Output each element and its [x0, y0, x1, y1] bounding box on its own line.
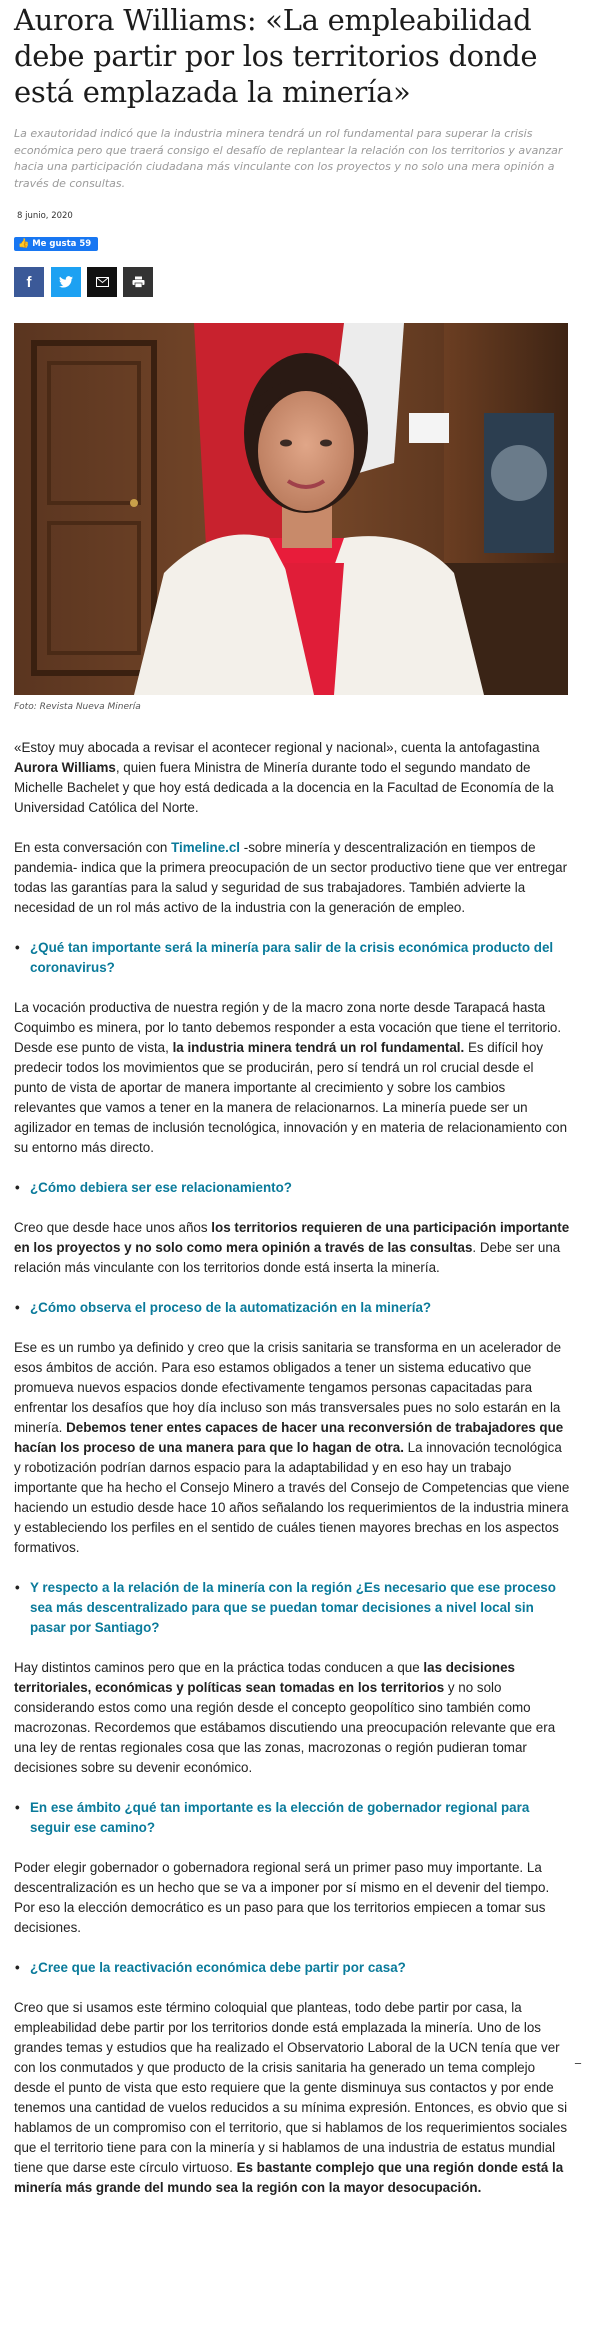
question-1: • ¿Qué tan importante será la minería para salir de la crisis económica producto del coronavirus?: [14, 938, 570, 978]
print-icon: [132, 276, 145, 288]
thumbs-up-icon: 👍: [18, 239, 30, 249]
facebook-icon: f: [26, 273, 32, 291]
article-date: 8 junio, 2020: [17, 211, 73, 221]
question-5: • En ese ámbito ¿qué tan importante es la elección de gobernador regional para seguir ese camino?: [14, 1798, 570, 1838]
share-facebook-button[interactable]: [14, 267, 44, 297]
article-title: Aurora Williams: «La empleabilidad debe partir por los territorios donde está emplazada la minería»: [14, 3, 538, 109]
timeline-link[interactable]: Timeline.cl: [171, 840, 241, 855]
email-icon: [96, 277, 109, 287]
photo-caption: Foto: Revista Nueva Minería: [14, 702, 141, 712]
margin-mark: _: [575, 2050, 581, 2064]
article-lead: La exautoridad indicó que la industria minera tendrá un rol fundamental para superar la crisis económica pero que traerá consigo el desafío de replantear la relación con los territorios y avanzar hacia una participación ciudadana más vinculante con los proyectos y no solo una mera opinión a través de consultas.: [14, 127, 563, 190]
portrait-illustration: [14, 323, 568, 695]
paragraph-6: Hay distintos caminos pero que en la práctica todas conducen a que las decisiones territoriales, económicas y políticas sean tomadas en los territorios y no solo considerando estos como una región desde el concepto geopolítico sino también como macrozonas. Recordemos que estábamos discutiendo una preocupación relevante que era una ley de rentas regionales cosa que las zonas, macrozonas o región pudieran tomar decisiones sobre su devenir económico.: [14, 1660, 556, 1775]
paragraph-4: Creo que desde hace unos años los territorios requieren de una participación importante en los proyectos y no solo como mera opinión a través de las consultas. Debe ser una relación más vinculante con los territorios donde está inserta la minería.: [14, 1220, 570, 1275]
question-2: • ¿Cómo debiera ser ese relacionamiento?: [14, 1178, 570, 1198]
facebook-like-button[interactable]: [14, 237, 98, 251]
share-print-button[interactable]: [123, 267, 153, 297]
paragraph-1: «Estoy muy abocada a revisar el acontecer regional y nacional», cuenta la antofagastina Aurora Williams, quien fuera Ministra de Minería durante todo el segundo mandato de Michelle Bachelet y que hoy está dedicada a la docencia en la Facultad de Economía de la Universidad Católica del Norte.: [14, 740, 554, 815]
paragraph-8: Creo que si usamos este término coloquial que planteas, todo debe partir por casa, la empleabilidad debe partir por los territorios donde está emplazada la minería. Uno de los grandes temas y estudios que ha realizado el Observatorio Laboral de la UCN tenía que ver con los conmutados y que producto de la crisis sanitaria ha generado un tema complejo desde el punto de vista que esto requiere que la gente disminuya sus contactos y por ende tenemos una cantidad de vuelos reducidos a su mínima expresión. Entonces, es obvio que si hablamos de un compromiso con el territorio, que si hablamos de los requerimientos sociales que el territorio tiene para con la minería y si hablamos de una industria de estatus mundial tiene que darse este círculo virtuoso. Es bastante complejo que una región donde está la minería más grande del mundo sea la región con la mayor desocupación.: [14, 2000, 568, 2195]
share-twitter-button[interactable]: [51, 267, 81, 297]
share-email-button[interactable]: [87, 267, 117, 297]
question-3: • ¿Cómo observa el proceso de la automatización en la minería?: [14, 1298, 570, 1318]
question-4: • Y respecto a la relación de la minería con la región ¿Es necesario que ese proceso sea más descentralizado para que se puedan tomar decisiones a nivel local sin pasar por Santiago?: [14, 1578, 570, 1638]
paragraph-5: Ese es un rumbo ya definido y creo que la crisis sanitaria se transforma en un acelerador de esos ámbitos de acción. Para eso estamos obligados a tener un sistema educativo que promueva nuevos espacios donde efectivamente tengamos personas capacitadas para enfrentar los desafíos que hoy día incluso son más transversales pues no solo estarán en la minería. Debemos tener entes capaces de hacer una reconversión de trabajadores que hacían los proceso de una manera para que lo hagan de otra. La innovación tecnológica y robotización podrían darnos espacio para la adaptabilidad y en eso hay un trabajo importante que ha hecho el Consejo Minero a través del Consejo de Competencias que viene haciendo un estudio desde hace 10 años señalando los requerimientos de la industria minera y estableciendo los perfiles en el sentido de cuáles tienen mayores brechas en los aspectos formativos.: [14, 1340, 570, 1555]
article-body: [14, 738, 570, 2218]
paragraph-7: Poder elegir gobernador o gobernadora regional será un primer paso muy importante. La descentralización es un hecho que se va a imponer por sí mismo en el devenir del tiempo. Por eso la elección democrático es un paso para que los territorios empiecen a tomar sus decisiones.: [14, 1860, 550, 1935]
article-photo: [14, 323, 568, 695]
question-6: • ¿Cree que la reactivación económica debe partir por casa?: [14, 1958, 570, 1978]
paragraph-2: En esta conversación con Timeline.cl -sobre minería y descentralización en tiempos de pandemia- indica que la primera preocupación de un sector productivo tiene que ver entregar todas las garantías para la salud y seguridad de sus trabajadores. También advierte la necesidad de un rol más activo de la industria con la generación de empleo.: [14, 840, 568, 915]
facebook-like-label: Me gusta 59: [32, 239, 92, 249]
paragraph-3: La vocación productiva de nuestra región y de la macro zona norte desde Tarapacá hasta Coquimbo es minera, por lo tanto debemos responder a esta vocación que tiene el territorio. Desde ese punto de vista, la industria minera tendrá un rol fundamental. Es difícil hoy predecir todos los movimientos que se producirán, pero sí tendrá un rol crucial desde el punto de vista de aportar de manera importante al crecimiento y sobre los cambios relevantes que vamos a tener en la manera de relacionarnos. La minería puede ser un agilizador en temas de inclusión tecnológica, innovación y en materia de relacionamiento con su entorno más directo.: [14, 1000, 568, 1155]
twitter-icon: [59, 276, 73, 288]
